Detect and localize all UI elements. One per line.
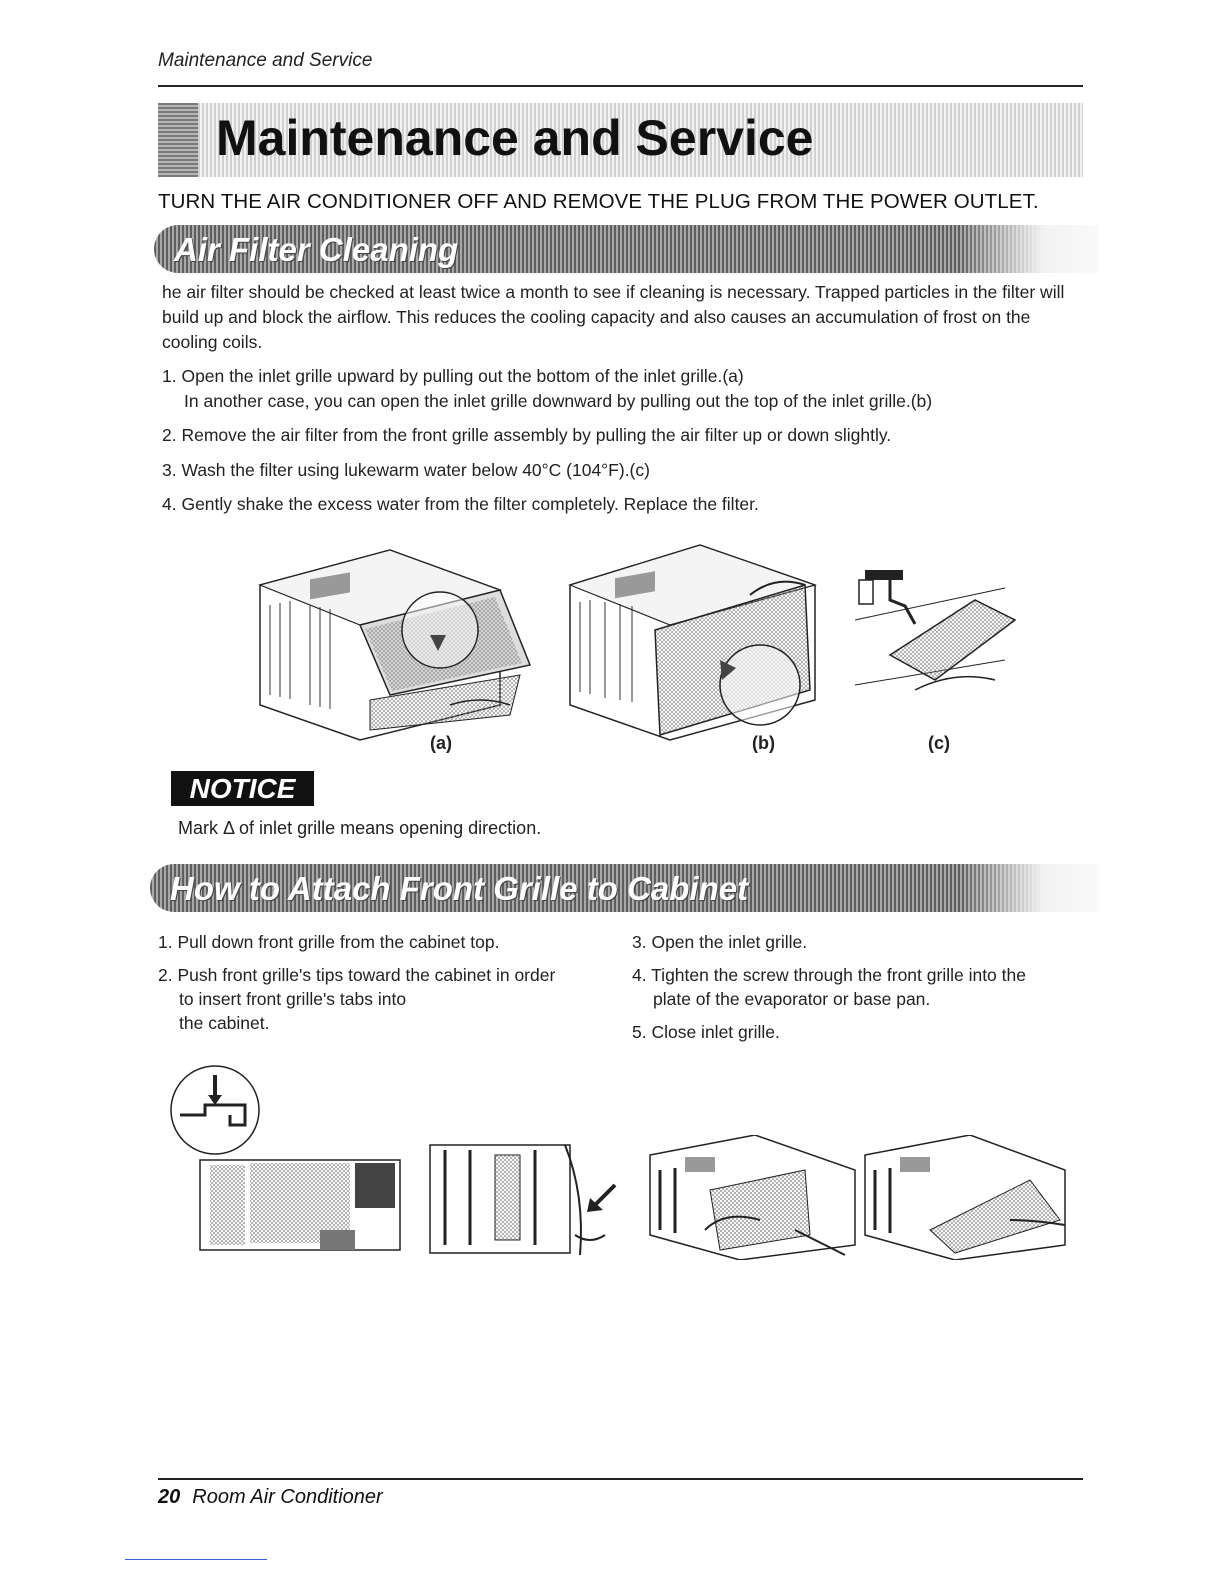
section-title: Maintenance and Service <box>216 110 814 166</box>
air-filter-banner <box>154 225 1099 273</box>
figure-b-label: (b) <box>752 733 775 753</box>
figure-a-illustration <box>250 545 540 765</box>
attach-left-steps <box>158 930 598 1035</box>
attach-grille-banner <box>150 864 1100 912</box>
close-inlet-grille-illustration <box>860 1135 1070 1260</box>
attach-grille-title: How to Attach Front Grille to Cabinet <box>170 870 749 907</box>
page-footer <box>158 1486 383 1509</box>
figure-a-label: (a) <box>430 733 452 753</box>
grille-tab-illustration <box>170 1065 405 1260</box>
pull-down-grille-illustration <box>425 1140 625 1260</box>
step-1-sub: In another case, you can open the inlet grille downward by pulling out the top of the inlet grille.(b) <box>184 391 933 411</box>
attach-right-steps <box>632 930 1082 1044</box>
page-number: 20 <box>158 1486 181 1508</box>
footer-title: Room Air Conditioner <box>192 1486 383 1508</box>
attach-step-2: 2. Push front grille's tips toward the cabinet in order <box>158 965 556 985</box>
figure-c-label: (c) <box>928 733 950 753</box>
attach-step-5: 5. Close inlet grille. <box>632 1022 780 1042</box>
figure-b-illustration <box>560 540 850 765</box>
attach-step-4: 4. Tighten the screw through the front grille into the <box>632 965 1026 985</box>
notice-text: Mark Δ of inlet grille means opening direction. <box>178 818 542 838</box>
open-inlet-grille-illustration <box>645 1135 860 1260</box>
attach-step-2-line-3: the cabinet. <box>179 1013 270 1033</box>
attach-step-1: 1. Pull down front grille from the cabinet top. <box>158 932 500 952</box>
step-3: 3. Wash the filter using lukewarm water below 40°C (104°F).(c) <box>162 460 650 480</box>
attach-step-4-line-2: plate of the evaporator or base pan. <box>653 989 931 1009</box>
step-2: 2. Remove the air filter from the front grille assembly by pulling the air filter up or down slightly. <box>162 425 892 445</box>
step-1 <box>162 366 932 412</box>
banner-block <box>158 103 198 177</box>
step-4: 4. Gently shake the excess water from the filter completely. Replace the filter. <box>162 494 759 514</box>
underline-mark <box>125 1559 267 1560</box>
air-filter-title: Air Filter Cleaning <box>174 231 459 268</box>
notice-badge: NOTICE <box>171 771 314 806</box>
footer-rule <box>158 1478 1083 1480</box>
figure-c-illustration <box>845 560 1025 720</box>
section-banner <box>158 103 1083 177</box>
step-1-text: 1. Open the inlet grille upward by pulling out the bottom of the inlet grille.(a) <box>162 366 744 386</box>
attach-step-3: 3. Open the inlet grille. <box>632 932 808 952</box>
power-warning: TURN THE AIR CONDITIONER OFF AND REMOVE THE PLUG FROM THE POWER OUTLET. <box>158 190 1039 213</box>
running-header: Maintenance and Service <box>158 50 373 71</box>
attach-step-2-line-2: to insert front grille's tabs into <box>179 989 407 1009</box>
header-rule <box>158 85 1083 87</box>
air-filter-intro: he air filter should be checked at least twice a month to see if cleaning is necessary. Trapped particles in the filter will build up and block the airflow. This reduces the cooling capacity and also causes an accumulation of frost on the cooling coils. <box>162 282 1065 352</box>
